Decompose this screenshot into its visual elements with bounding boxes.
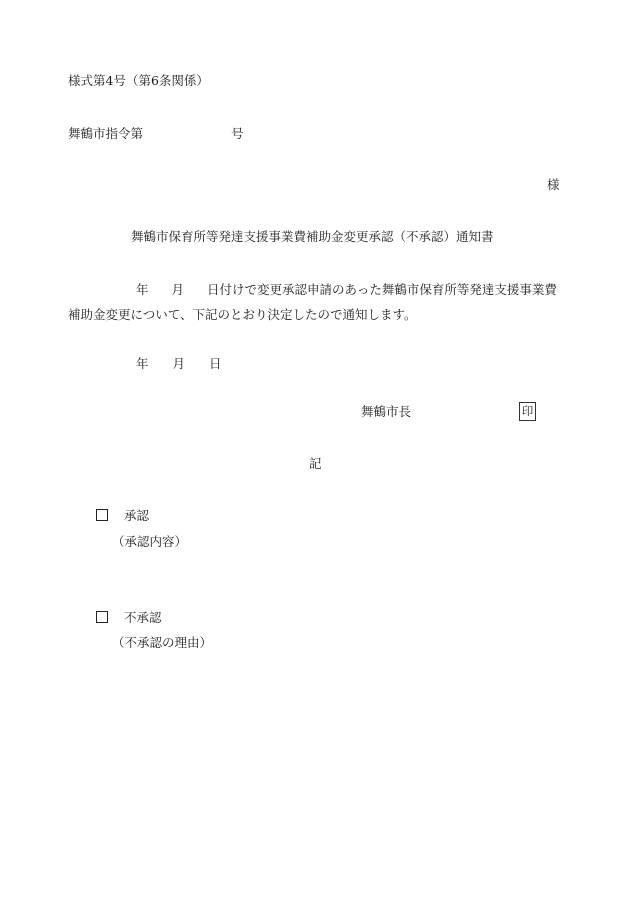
body-year-label: 年 (136, 282, 149, 297)
body-month-label: 月 (171, 282, 185, 297)
document-title: 舞鶴市保育所等発達支援事業費補助金変更承認（不承認）通知書 (131, 229, 494, 244)
seal-mark: 印 (519, 402, 536, 421)
reject-detail-label: （不承認の理由） (112, 635, 213, 650)
directive-number-prefix: 舞鶴市指令第 (68, 126, 144, 141)
addressee-honorific: 様 (547, 177, 560, 192)
approve-checkbox-icon[interactable] (96, 509, 108, 521)
option-reject (96, 610, 162, 626)
notice-date (136, 356, 222, 372)
date-day-label: 日 (209, 356, 222, 371)
form-number-label: 様式第4号（第6条関係） (68, 73, 209, 88)
body-paragraph (68, 277, 562, 327)
approve-detail-label: （承認内容） (112, 534, 188, 549)
issuer-title: 舞鶴市長 (361, 404, 412, 419)
reject-checkbox-icon[interactable] (96, 611, 108, 623)
body-text: 日付けで変更承認申請のあった舞鶴市保育所等発達支援事業費補助金変更について、下記のとおり決定したので通知します。 (68, 282, 557, 322)
date-year-label: 年 (136, 356, 149, 371)
date-month-label: 月 (172, 356, 186, 371)
option-approve (96, 508, 149, 524)
ki-heading: 記 (309, 456, 322, 471)
approve-label: 承認 (124, 508, 150, 523)
directive-number-suffix: 号 (231, 126, 244, 141)
reject-label: 不承認 (124, 610, 162, 625)
